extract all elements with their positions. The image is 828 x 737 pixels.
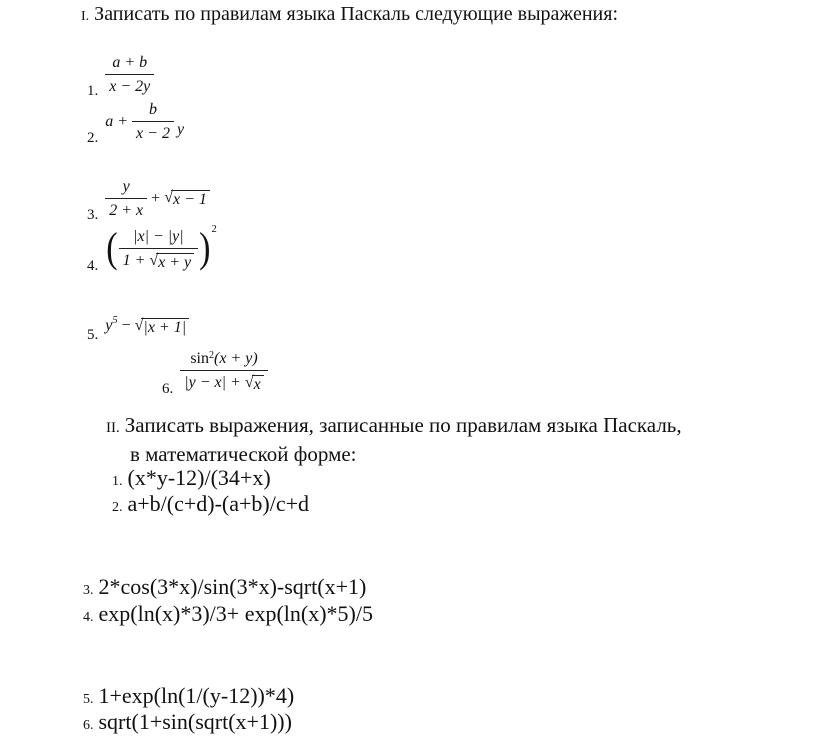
item-number: 2. xyxy=(112,500,123,515)
exponent: 2 xyxy=(211,224,217,235)
square-root xyxy=(245,375,264,394)
term-suffix: y xyxy=(176,121,185,138)
item-number-5: 5. xyxy=(87,326,99,343)
minus-operator: − xyxy=(121,317,131,334)
left-paren-icon: ( xyxy=(106,225,118,272)
section1-numeral: I. xyxy=(81,9,90,24)
radical-icon: √ xyxy=(244,374,254,391)
pascal-item-5 xyxy=(83,683,294,709)
formula-item-4 xyxy=(87,224,217,275)
square-root xyxy=(135,318,189,337)
item-number-1: 1. xyxy=(87,83,99,99)
sin-function: sin xyxy=(190,350,209,367)
formula-2 xyxy=(105,100,184,144)
pascal-expression: 2*cos(3*x)/sin(3*x)-sqrt(x+1) xyxy=(98,574,367,599)
denominator-prefix: 1 + xyxy=(122,252,146,269)
radicand: x + y xyxy=(156,253,194,272)
exponent: 5 xyxy=(112,315,118,326)
section1-heading-text: Записать по правилам языка Паскаль следующие выражения: xyxy=(94,3,619,25)
formula-item-1 xyxy=(87,53,154,100)
plus-operator: + xyxy=(151,190,161,207)
sin-exponent: 2 xyxy=(209,350,214,361)
formula-item-6 xyxy=(162,349,268,398)
section2-heading-text1: Записать выражения, записанные по правилам языка Паскаль, xyxy=(124,413,682,437)
radicand: |x + 1| xyxy=(141,318,189,337)
radical-icon: √ xyxy=(149,252,159,269)
item-number-4: 4. xyxy=(87,257,99,274)
item-number: 3. xyxy=(83,583,94,598)
pascal-expression: 1+exp(ln(1/(y-12))*4) xyxy=(98,683,295,708)
item-number: 1. xyxy=(112,474,123,489)
formula-item-2 xyxy=(87,100,184,147)
formula-6 xyxy=(180,349,267,394)
item-number: 6. xyxy=(83,718,94,733)
fraction xyxy=(119,227,199,272)
fraction-denominator: x − 2 xyxy=(132,121,174,144)
pascal-item-6 xyxy=(83,709,292,735)
pascal-expression: exp(ln(x)*3)/3+ exp(ln(x)*5)/5 xyxy=(98,601,373,626)
section2-heading-line2: в математической форме: xyxy=(130,442,357,466)
pascal-item-3 xyxy=(83,574,366,600)
radical-icon: √ xyxy=(134,317,144,334)
radicand: x − 1 xyxy=(171,190,210,209)
fraction-numerator: |x| − |y| xyxy=(133,228,184,245)
fraction-numerator: a + b xyxy=(112,54,148,71)
fraction xyxy=(105,177,147,221)
denominator-prefix: |y − x| + xyxy=(184,374,241,391)
item-number: 4. xyxy=(83,610,94,625)
formula-3 xyxy=(105,177,210,221)
fraction xyxy=(180,349,267,394)
item-number-2: 2. xyxy=(87,130,99,146)
section1-heading xyxy=(81,3,618,26)
formula-item-3 xyxy=(87,177,210,224)
radical-icon: √ xyxy=(164,188,173,206)
pascal-expression: (x*y-12)/(34+x) xyxy=(127,465,271,490)
fraction-numerator xyxy=(186,349,261,370)
formula-item-5 xyxy=(87,317,189,344)
fraction-numerator: b xyxy=(149,101,157,118)
item-number: 5. xyxy=(83,692,94,707)
fraction-denominator: 2 + x xyxy=(105,198,147,221)
formula-4 xyxy=(105,224,217,272)
fraction xyxy=(105,53,154,97)
section2-heading-line1 xyxy=(106,412,682,441)
pascal-item-2 xyxy=(112,491,309,517)
fraction-numerator: y xyxy=(122,178,130,195)
pascal-expression: a+b/(c+d)-(a+b)/c+d xyxy=(127,491,310,516)
pascal-item-4 xyxy=(83,601,373,627)
radicand: x xyxy=(252,375,264,394)
term-prefix: a + xyxy=(105,113,129,130)
fraction-denominator: x − 2y xyxy=(105,74,154,97)
pascal-item-1 xyxy=(112,465,271,491)
square-root xyxy=(149,253,194,272)
square-root xyxy=(164,190,210,209)
section2-numeral: II. xyxy=(106,420,120,436)
section2-heading xyxy=(106,412,682,467)
base-variable: y xyxy=(105,317,113,334)
pascal-expression: sqrt(1+sin(sqrt(x+1))) xyxy=(98,709,292,734)
item-number-6: 6. xyxy=(162,380,174,397)
sin-argument: (x + y) xyxy=(214,350,258,367)
formula-1 xyxy=(105,53,154,97)
fraction xyxy=(132,100,174,144)
item-number-3: 3. xyxy=(87,207,99,223)
formula-5 xyxy=(105,317,189,337)
right-paren-icon: ) xyxy=(199,225,211,272)
fraction-denominator xyxy=(119,248,199,272)
fraction-denominator xyxy=(180,370,267,394)
